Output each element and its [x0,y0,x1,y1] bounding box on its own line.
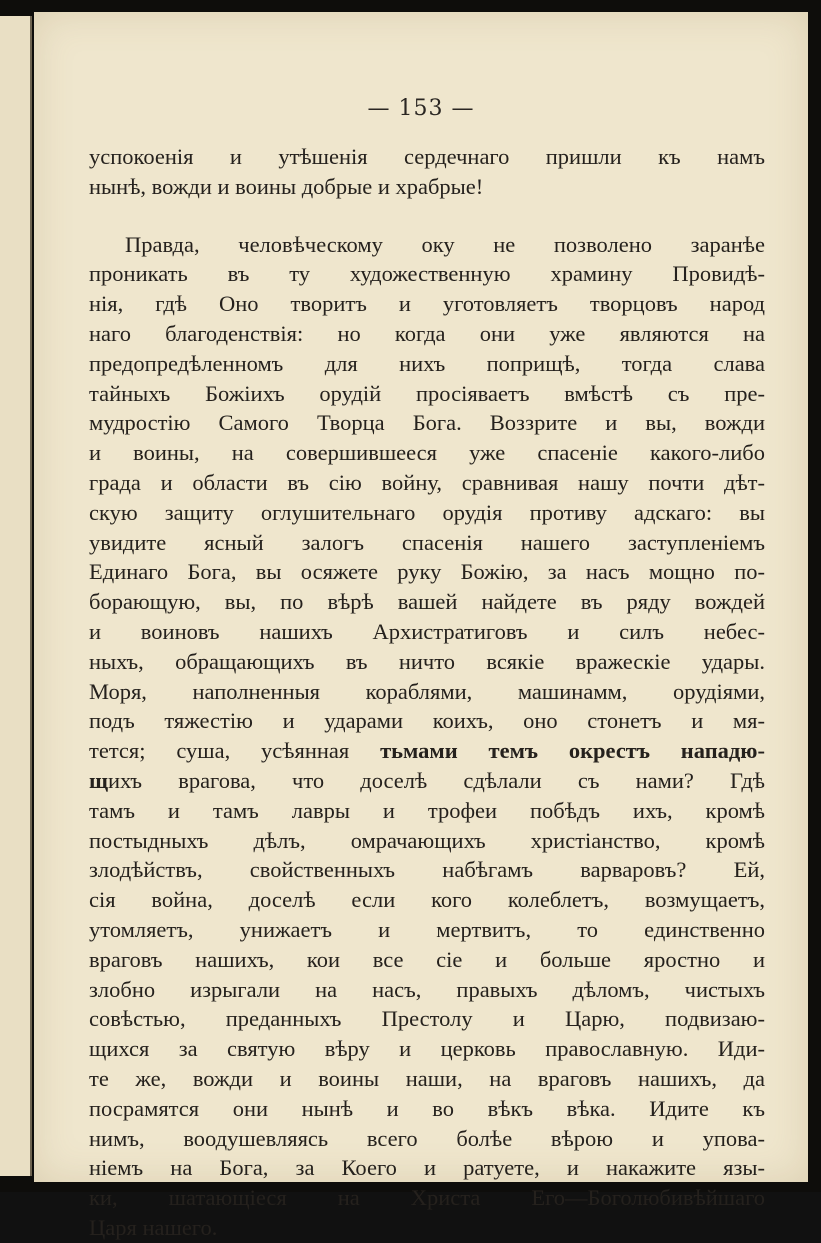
text-line: предопредѣленномъ для нихъ поприщѣ, тогда слава [89,350,765,376]
text-line [89,766,765,796]
text-line: постыдныхъ дѣлъ, омрачающихъ христіанство, кромѣ [89,827,765,853]
text-line: увидите ясный залогъ спасенія нашего заступленіемъ [89,529,765,555]
text-line: мудростію Самого Творца Бога. Воззрите и вы, вожди [89,410,765,436]
text-line: наго благоденствія: но когда они уже являются на [89,320,765,346]
text-line: нія, гдѣ Оно творитъ и уготовляетъ творцовъ народ [89,291,765,317]
text-line: утомляетъ, унижаетъ и мертвитъ, то единственно [89,916,765,942]
text-line: Правда, человѣческому оку не позволено заранѣе [125,231,765,257]
text-line: сія война, доселѣ если кого колеблетъ, возмущаетъ, [89,887,765,913]
text-line: ніемъ на Бога, за Коего и ратуете, и накажите язы- [89,1155,765,1181]
text-line: скую защиту оглушительнаго орудія противу адскаго: вы [89,499,765,525]
bold-phrase: тьмами темъ окрестъ нападю- [380,738,765,764]
text-line: нимъ, воодушевляясь всего болѣе вѣрою и упова- [89,1125,765,1151]
text-line: ки, шатающіеся на Христа Его—Боголюбивѣйшаго [89,1185,765,1211]
text-line: Царя нашего. [89,1214,218,1240]
text-line: борающую, вы, по вѣрѣ вашей найдете въ ряду вождей [89,589,765,615]
text-line: подъ тяжестію и ударами коихъ, оно стонетъ и мя- [89,708,765,734]
text-line: злобно изрыгали на насъ, правыхъ дѣломъ, чистыхъ [89,976,765,1002]
text-line: злодѣйствъ, свойственныхъ набѣгамъ варваровъ? Ей, [89,857,765,883]
text-line: нынѣ, вожди и воины добрые и храбрые! [89,173,484,199]
text-line: щихся за святую вѣру и церковь православную. Иди- [89,1036,765,1062]
book-page [34,12,808,1240]
bold-fragment: щ [89,767,108,793]
text-line: и воины, на совершившееся уже спасеніе какого-либо [89,440,765,466]
text-line: тамъ и тамъ лавры и трофеи побѣдъ ихъ, кромѣ [89,797,765,823]
text-line: града и области въ сію войну, сравнивая нашу почти дѣт- [89,469,765,495]
text-line: совѣстью, преданныхъ Престолу и Царю, подвизаю- [89,1006,765,1032]
text-line-rest: ихъ врагова, что доселѣ сдѣлали съ нами? Гдѣ [108,767,765,793]
text-line-start: тется; суша, усѣянная [89,738,350,764]
text-line: враговъ нашихъ, кои все сіе и больше яростно и [89,946,765,972]
page-number: — 153 — [367,96,475,121]
text-line: ныхъ, обращающихъ въ ничто всякіе вражескіе удары. [89,648,765,674]
text-line: тайныхъ Божіихъ орудій просіяваетъ вмѣстѣ съ пре- [89,380,765,406]
previous-page-edge [0,16,32,1176]
text-line: посрамятся они нынѣ и во вѣкъ вѣка. Идите къ [89,1095,765,1121]
paragraph-gap [89,202,765,230]
page-body [89,142,765,1243]
text-line: и воиновъ нашихъ Архистратиговъ и силъ небес- [89,618,765,644]
text-line: те же, вожди и воины наши, на враговъ нашихъ, да [89,1065,765,1091]
text-line-with-bold [89,736,765,766]
text-line: Единаго Бога, вы осяжете руку Божію, за насъ мощно по- [89,559,765,585]
text-line: Моря, наполненныя кораблями, машинамм, орудіями, [89,678,765,704]
text-line: проникать въ ту художественную храмину Провидѣ- [89,261,765,287]
text-line: успокоенія и утѣшенія сердечнаго пришли къ намъ [89,144,765,169]
